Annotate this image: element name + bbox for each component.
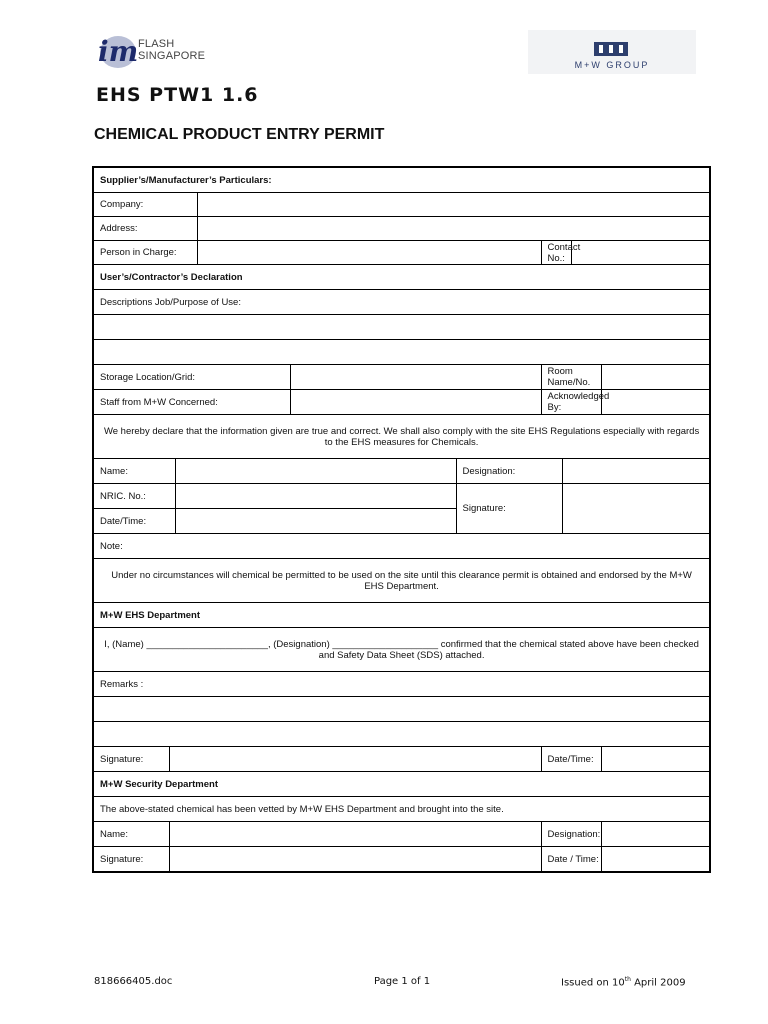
supplier-heading: Supplier’s/Manufacturer’s Particulars: (93, 167, 710, 193)
person-in-charge-label: Person in Charge: (93, 241, 197, 265)
storage-location-field[interactable] (290, 365, 541, 390)
logo-left-line1: FLASH (138, 38, 175, 50)
mw-group-logo (528, 30, 696, 74)
ehs-signature-label: Signature: (93, 747, 169, 772)
ehs-datetime-label: Date/Time: (541, 747, 601, 772)
user-datetime-label: Date/Time: (93, 509, 175, 534)
staff-concerned-field[interactable] (290, 390, 541, 415)
descriptions-field-2[interactable] (93, 340, 710, 365)
issued-prefix: Issued on 10 (561, 977, 625, 989)
footer-page-number: Page 1 of 1 (374, 976, 431, 987)
permit-form-table (92, 166, 711, 873)
remarks-label: Remarks : (93, 672, 710, 697)
designation-label: Designation: (456, 459, 562, 484)
nric-label: NRIC. No.: (93, 484, 175, 509)
security-signature-label: Signature: (93, 847, 169, 873)
staff-concerned-label: Staff from M+W Concerned: (93, 390, 290, 415)
svg-text:im: im (98, 35, 138, 68)
contact-no-field[interactable] (571, 241, 710, 265)
user-datetime-field[interactable] (175, 509, 456, 534)
descriptions-label: Descriptions Job/Purpose of Use: (93, 290, 710, 315)
security-datetime-label: Date / Time: (541, 847, 601, 873)
logo-left-line2: SINGAPORE (138, 50, 206, 62)
user-declaration-heading: User’s/Contractor’s Declaration (93, 265, 710, 290)
issued-suffix: April 2009 (630, 977, 686, 989)
storage-location-label: Storage Location/Grid: (93, 365, 290, 390)
user-signature-label: Signature: (456, 484, 562, 534)
security-department-heading: M+W Security Department (93, 772, 710, 797)
security-name-field[interactable] (169, 822, 541, 847)
mw-group-text: M+W GROUP (574, 60, 650, 70)
security-name-label: Name: (93, 822, 169, 847)
form-title: CHEMICAL PRODUCT ENTRY PERMIT (94, 126, 385, 143)
designation-field[interactable] (562, 459, 710, 484)
footer-issued-date (561, 976, 686, 988)
security-vetted-text: The above-stated chemical has been vetted by M+W EHS Department and brought into the site. (93, 797, 710, 822)
declaration-text: We hereby declare that the information given are true and correct. We shall also comply with the site EHS Regulations especially with regards to the EHS measures for Chemicals. (93, 415, 710, 459)
issued-sup: th (624, 976, 631, 983)
company-field[interactable] (197, 193, 710, 217)
security-designation-label: Designation: (541, 822, 601, 847)
footer-filename: 818666405.doc (94, 976, 173, 987)
person-in-charge-field[interactable] (197, 241, 541, 265)
mw-mark-icon (594, 42, 628, 56)
security-datetime-field[interactable] (601, 847, 710, 873)
ehs-signature-field[interactable] (169, 747, 541, 772)
flash-singapore-logo (94, 30, 224, 70)
security-signature-field[interactable] (169, 847, 541, 873)
name-label: Name: (93, 459, 175, 484)
room-name-label: Room Name/No. (541, 365, 601, 390)
room-name-field[interactable] (601, 365, 710, 390)
address-field[interactable] (197, 217, 710, 241)
name-field[interactable] (175, 459, 456, 484)
descriptions-field-1[interactable] (93, 315, 710, 340)
company-label: Company: (93, 193, 197, 217)
document-code: EHS PTW1 1.6 (96, 84, 259, 106)
acknowledged-by-label: Acknowledged By: (541, 390, 601, 415)
nric-field[interactable] (175, 484, 456, 509)
user-signature-field[interactable] (562, 484, 710, 534)
ehs-department-heading: M+W EHS Department (93, 603, 710, 628)
ehs-datetime-field[interactable] (601, 747, 710, 772)
remarks-field-2[interactable] (93, 722, 710, 747)
address-label: Address: (93, 217, 197, 241)
im-logo-icon (94, 30, 138, 70)
note-label: Note: (93, 534, 710, 559)
acknowledged-by-field[interactable] (601, 390, 710, 415)
security-designation-field[interactable] (601, 822, 710, 847)
contact-no-label: Contact No.: (541, 241, 571, 265)
remarks-field-1[interactable] (93, 697, 710, 722)
note-text: Under no circumstances will chemical be permitted to be used on the site until this clearance permit is obtained and endorsed by the M+W EHS Department. (93, 559, 710, 603)
ehs-confirm-text: I, (Name) _______________________, (Designation) ____________________ confirmed that the chemical stated above have been checked and Safety Data Sheet (SDS) attached. (93, 628, 710, 672)
